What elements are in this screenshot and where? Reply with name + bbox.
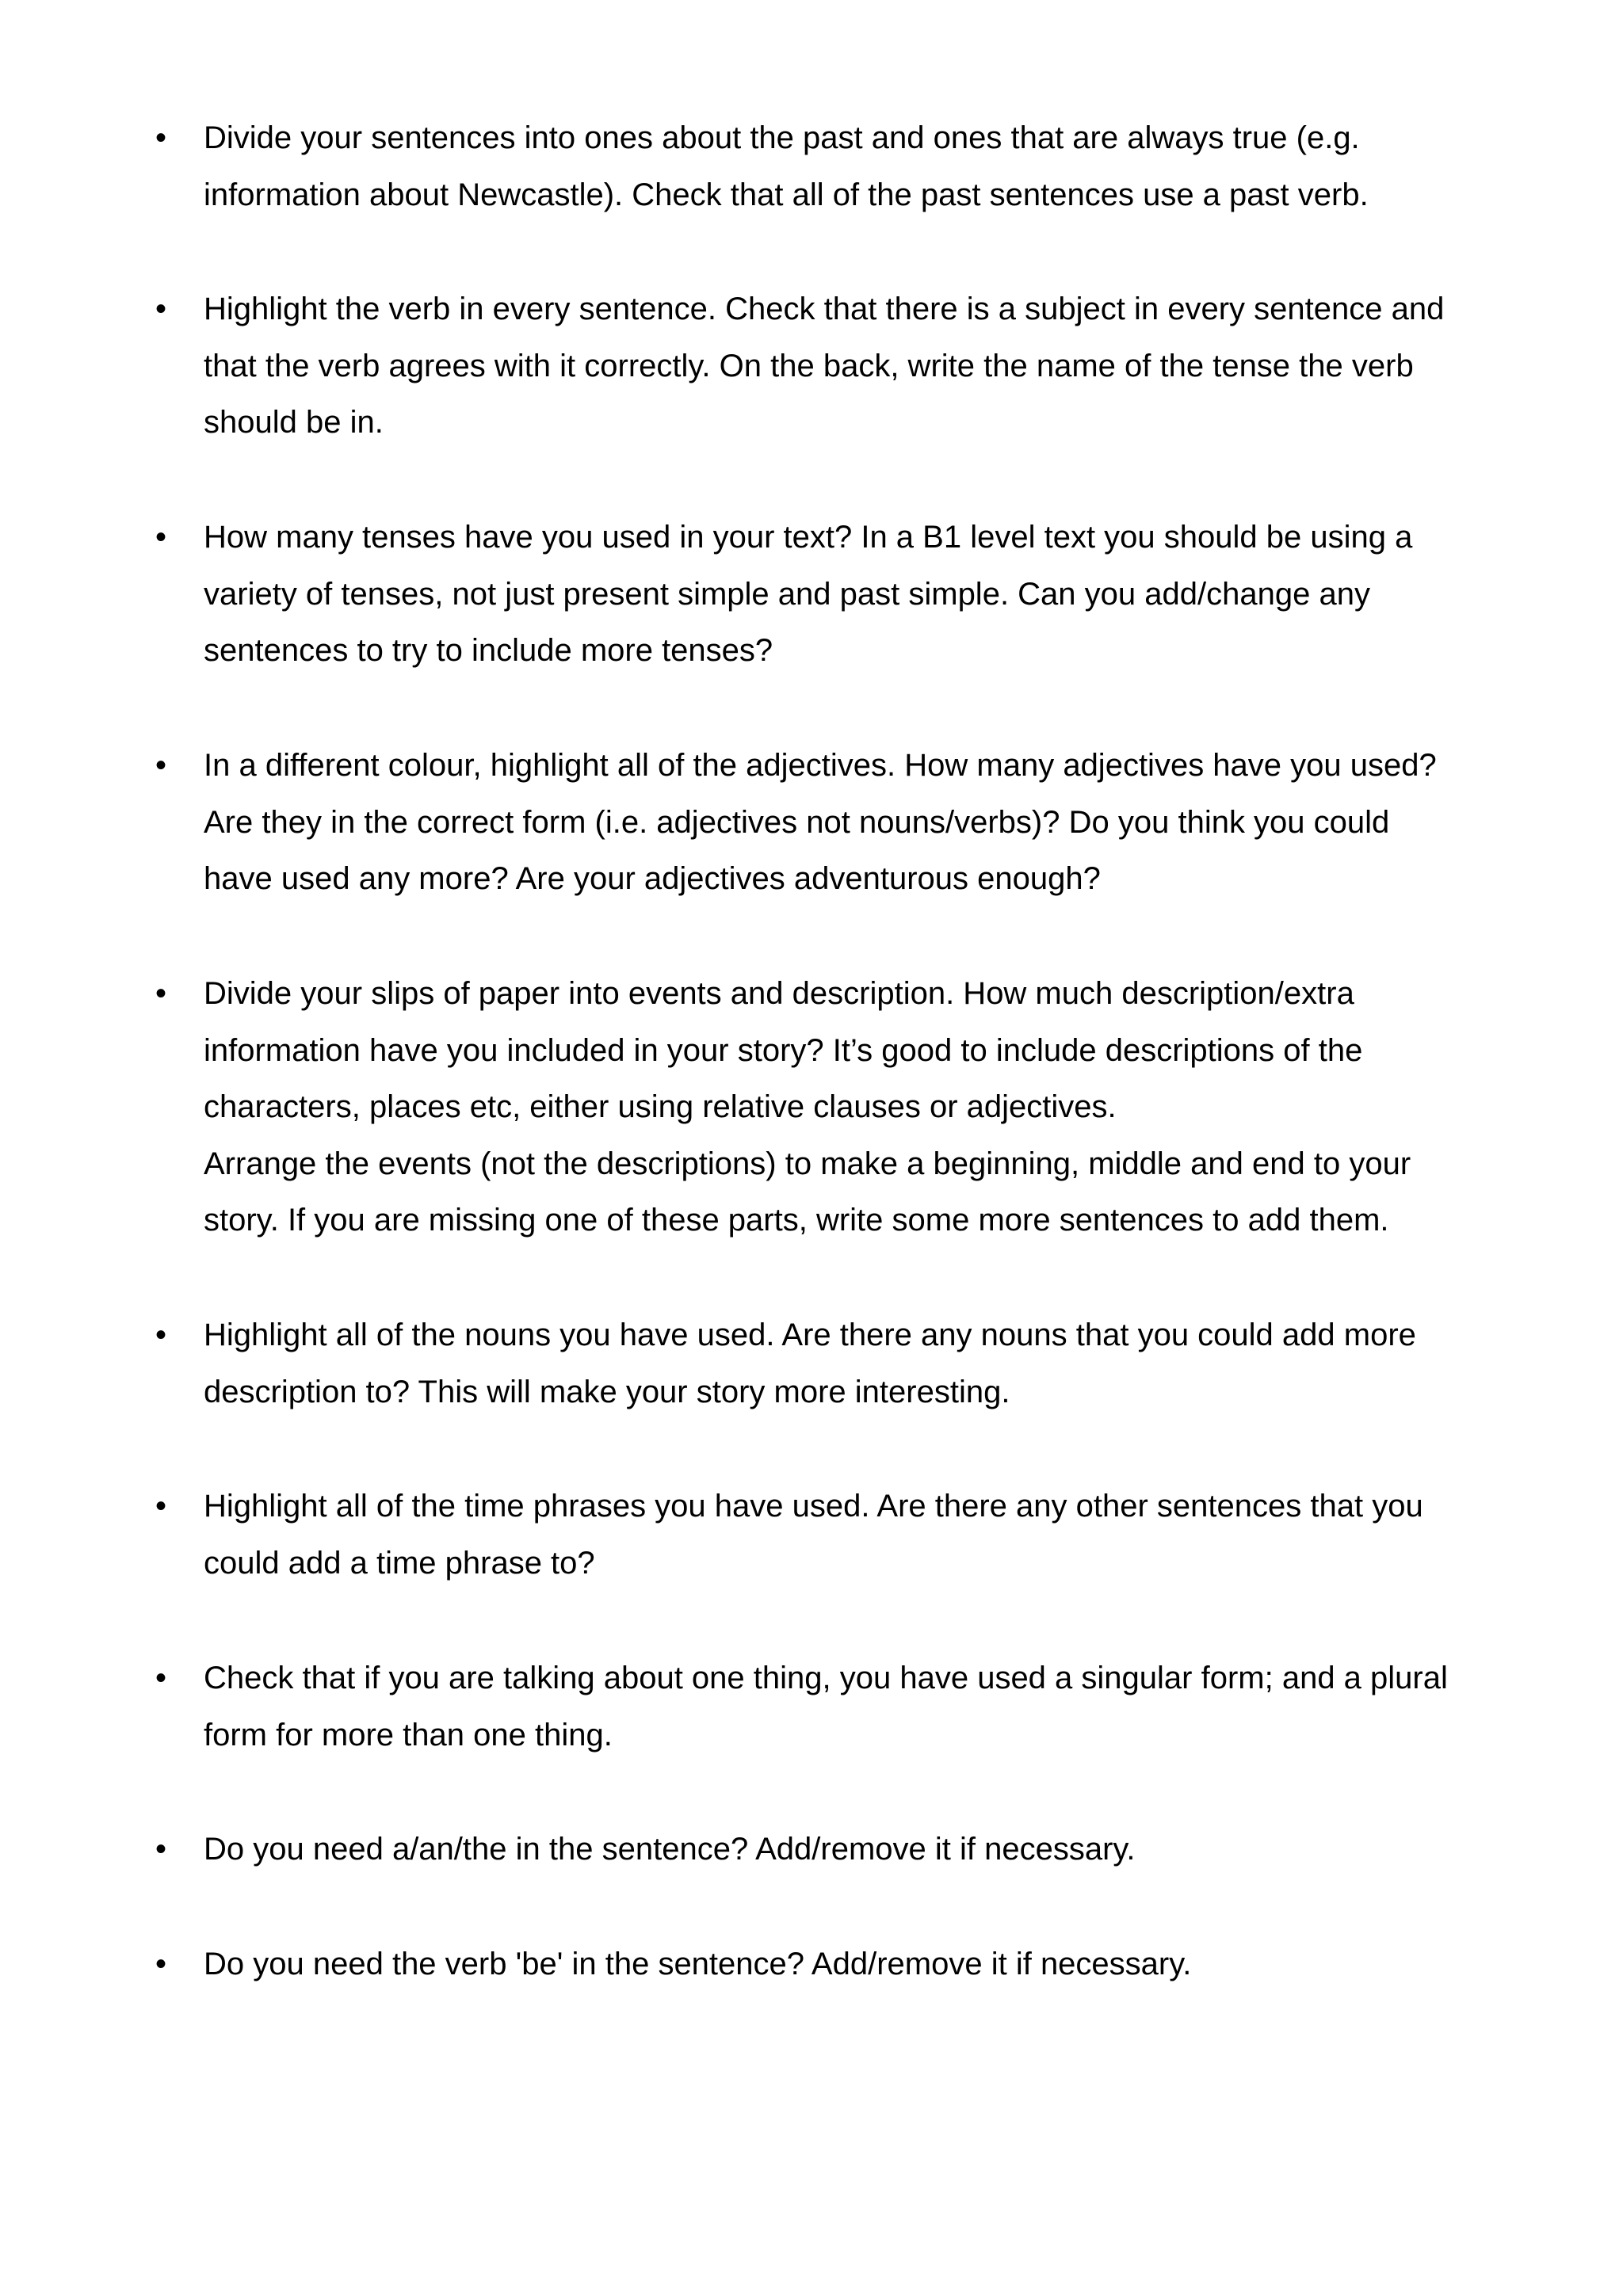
- list-item-text: Highlight all of the time phrases you have used. Are there any other sentences that you could add a time phrase to?: [204, 1489, 1423, 1581]
- list-item-text: Highlight all of the nouns you have used. Are there any nouns that you could add more description to? This will make your story more interesting.: [204, 1318, 1416, 1409]
- list-item-text: Do you need a/an/the in the sentence? Add/remove it if necessary.: [204, 1832, 1136, 1867]
- bullet-icon: •: [155, 520, 167, 555]
- bullet-icon: •: [155, 292, 167, 326]
- bullet-icon: •: [155, 1832, 167, 1867]
- bullet-icon: •: [155, 1661, 167, 1695]
- list-item-text: Divide your slips of paper into events and description. How much description/extra information have you included in your story? It’s good to include descriptions of the characters, places etc, either using relative clauses or adjectives. Arrange the events (not the descriptions) to make a beginning, middle and end to your story. If you are missing one of these parts, write some more sentences to add them.: [204, 976, 1411, 1238]
- list-item-text: How many tenses have you used in your text? In a B1 level text you should be using a variety of tenses, not just present simple and past simple. Can you add/change any sentences to try to include more tenses?: [204, 520, 1413, 668]
- bullet-icon: •: [155, 1489, 167, 1524]
- bullet-icon: •: [155, 120, 167, 155]
- bullet-icon: •: [155, 1318, 167, 1352]
- bullet-icon: •: [155, 748, 167, 783]
- list-item-text: Divide your sentences into ones about the past and ones that are always true (e.g. information about Newcastle). Check that all of the past sentences use a past verb.: [204, 120, 1369, 212]
- list-item-text: Highlight the verb in every sentence. Check that there is a subject in every sentence and that the verb agrees with it correctly. On the back, write the name of the tense the verb should be in.: [204, 292, 1445, 440]
- list-item-text: In a different colour, highlight all of the adjectives. How many adjectives have you used? Are they in the correct form (i.e. adjectives not nouns/verbs)? Do you think you could have used any more? Are your adjectives adventurous enough?: [204, 748, 1437, 896]
- list-item-text: Do you need the verb 'be' in the sentence? Add/remove it if necessary.: [204, 1947, 1192, 1981]
- bullet-icon: •: [155, 976, 167, 1011]
- list-item-text: Check that if you are talking about one thing, you have used a singular form; and a plural form for more than one thing.: [204, 1661, 1448, 1753]
- bullet-icon: •: [155, 1947, 167, 1981]
